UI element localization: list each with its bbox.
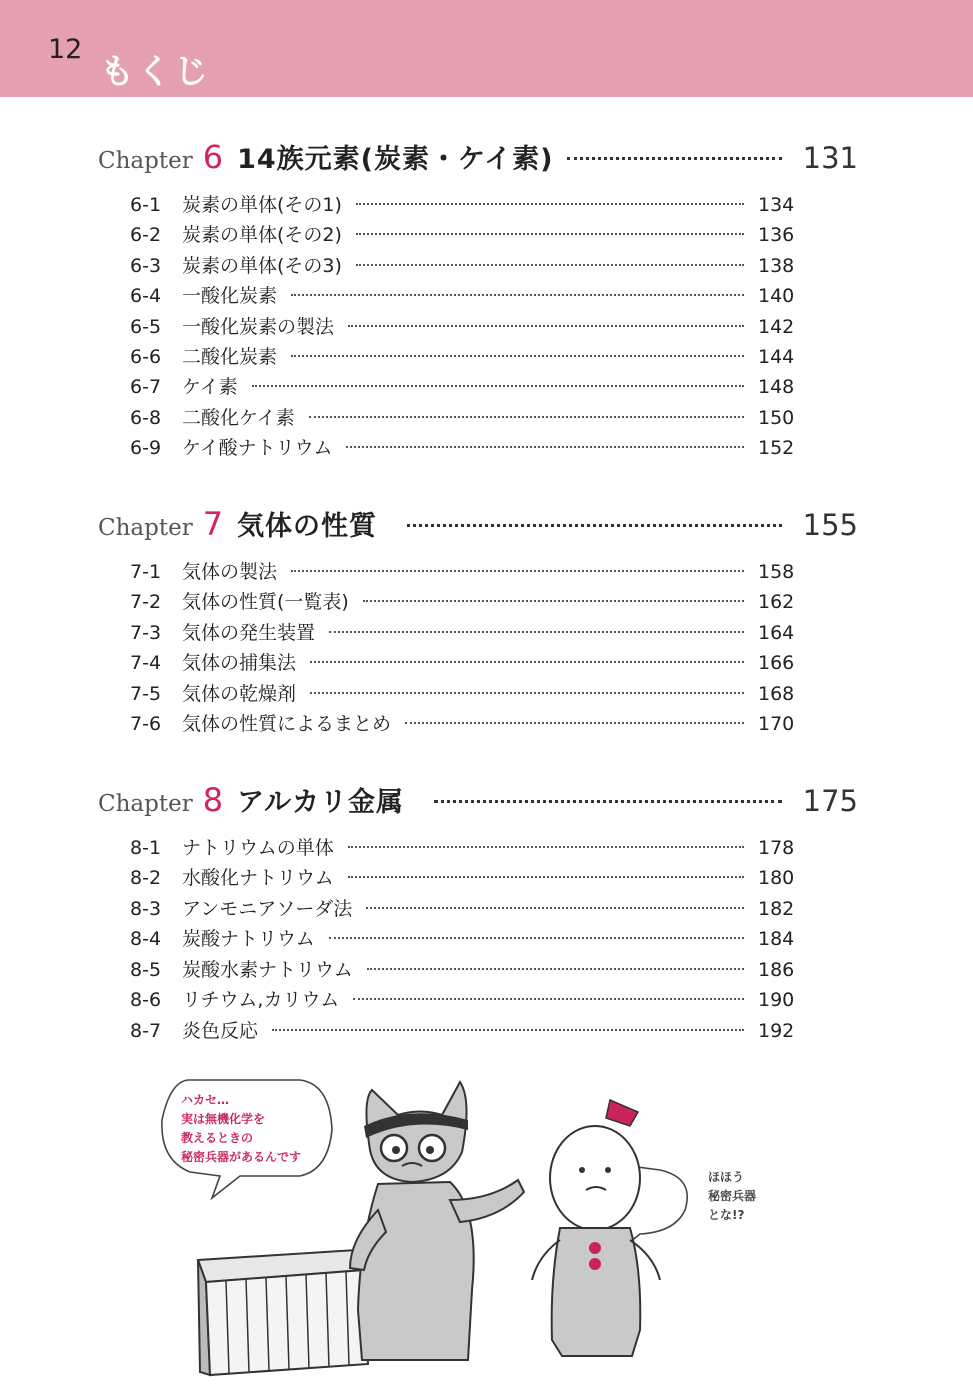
page-title: もくじ [100, 52, 211, 92]
speech-text-left [181, 1091, 301, 1167]
section-page: 180 [758, 867, 795, 889]
toc-entry[interactable] [130, 985, 795, 1013]
toc-entry[interactable] [130, 403, 795, 431]
section-number: 8-5 [130, 959, 162, 981]
section-number: 6-9 [130, 437, 162, 459]
chapter-number: 6 [202, 138, 224, 176]
section-label: 炭素の単体(その2) [182, 224, 342, 246]
section-label: リチウム,カリウム [182, 989, 340, 1011]
dot-leader [567, 157, 782, 160]
dot-leader [329, 937, 744, 939]
section-number: 6-2 [130, 224, 162, 246]
toc-entry[interactable] [130, 924, 795, 952]
toc-entry[interactable] [130, 342, 795, 370]
chapter-number: 8 [202, 781, 224, 819]
toc-entry[interactable] [130, 433, 795, 461]
toc-entry[interactable] [130, 372, 795, 400]
dot-leader [348, 876, 744, 878]
toc-entry[interactable] [130, 1016, 795, 1044]
section-page: 150 [758, 407, 795, 429]
section-label: 炎色反応 [182, 1020, 259, 1042]
section-label: 炭素の単体(その3) [182, 255, 342, 277]
section-page: 190 [758, 989, 795, 1011]
chapter-word: Chapter [98, 515, 193, 541]
dot-leader [367, 968, 744, 970]
dot-leader [363, 600, 744, 602]
dot-leader [310, 661, 744, 663]
section-number: 8-6 [130, 989, 162, 1011]
dot-leader [348, 846, 744, 848]
section-number: 6-6 [130, 346, 162, 368]
section-page: 158 [758, 561, 795, 583]
section-number: 6-3 [130, 255, 162, 277]
section-number: 6-8 [130, 407, 162, 429]
section-number: 6-7 [130, 376, 162, 398]
speech-line: とな!? [708, 1208, 745, 1222]
speech-line: ハカセ… [181, 1093, 230, 1107]
speech-text-right [708, 1168, 756, 1225]
section-label: 一酸化炭素 [182, 285, 278, 307]
section-page: 140 [758, 285, 795, 307]
chapter-heading[interactable] [98, 137, 858, 183]
toc-entry[interactable] [130, 312, 795, 340]
section-page: 144 [758, 346, 795, 368]
section-label: 気体の乾燥剤 [182, 683, 297, 705]
section-page: 134 [758, 194, 795, 216]
section-label: 二酸化炭素 [182, 346, 278, 368]
toc-entry[interactable] [130, 281, 795, 309]
dot-leader [356, 264, 744, 266]
chapter-title: アルカリ金属 [237, 787, 404, 818]
toc-entry[interactable] [130, 190, 795, 218]
chapter-heading[interactable] [98, 504, 858, 550]
dot-leader [434, 800, 782, 803]
section-number: 8-7 [130, 1020, 162, 1042]
section-number: 7-6 [130, 713, 162, 735]
toc-entry[interactable] [130, 863, 795, 891]
dot-leader [348, 325, 744, 327]
chapter-page: 131 [802, 141, 858, 175]
chapter-number: 7 [202, 505, 224, 543]
section-number: 7-4 [130, 652, 162, 674]
toc-entry[interactable] [130, 648, 795, 676]
chapter-word: Chapter [98, 148, 193, 174]
section-label: 気体の性質によるまとめ [182, 713, 392, 735]
dot-leader [353, 998, 744, 1000]
toc-entry[interactable] [130, 833, 795, 861]
section-number: 8-3 [130, 898, 162, 920]
dot-leader [356, 203, 744, 205]
section-number: 6-1 [130, 194, 162, 216]
dot-leader [291, 355, 744, 357]
chapter-page: 175 [802, 784, 858, 818]
section-page: 186 [758, 959, 795, 981]
section-page: 184 [758, 928, 795, 950]
section-page: 136 [758, 224, 795, 246]
section-page: 162 [758, 591, 795, 613]
dot-leader [310, 692, 744, 694]
section-number: 7-3 [130, 622, 162, 644]
page-number: 12 [48, 34, 83, 65]
speech-line: 教えるときの [181, 1131, 254, 1145]
section-label: ケイ酸ナトリウム [182, 437, 333, 459]
dot-leader [329, 631, 744, 633]
section-number: 7-1 [130, 561, 162, 583]
section-label: 炭酸ナトリウム [182, 928, 315, 950]
chapter-heading[interactable] [98, 780, 858, 826]
crate-icon [198, 1250, 368, 1375]
section-number: 8-1 [130, 837, 162, 859]
section-page: 142 [758, 316, 795, 338]
chapter-title: 14族元素(炭素・ケイ素) [237, 144, 554, 175]
section-label: 気体の発生装置 [182, 622, 316, 644]
toc-entry[interactable] [130, 679, 795, 707]
section-page: 148 [758, 376, 795, 398]
toc-entry[interactable] [130, 587, 795, 615]
dot-leader [366, 907, 744, 909]
section-number: 7-5 [130, 683, 162, 705]
section-label: 炭素の単体(その1) [182, 194, 342, 216]
section-label: 気体の捕集法 [182, 652, 297, 674]
dot-leader [407, 524, 782, 527]
dot-leader [405, 722, 744, 724]
section-label: 水酸化ナトリウム [182, 867, 334, 889]
section-page: 170 [758, 713, 795, 735]
section-page: 164 [758, 622, 795, 644]
chapter-title: 気体の性質 [237, 511, 378, 542]
section-page: 178 [758, 837, 795, 859]
section-number: 8-2 [130, 867, 162, 889]
section-number: 8-4 [130, 928, 162, 950]
dot-leader [356, 233, 744, 235]
dot-leader [272, 1029, 744, 1031]
dot-leader [252, 385, 744, 387]
chapter-word: Chapter [98, 791, 193, 817]
section-page: 192 [758, 1020, 795, 1042]
section-page: 138 [758, 255, 795, 277]
chapter-page: 155 [802, 508, 858, 542]
dot-leader [346, 446, 744, 448]
section-page: 168 [758, 683, 795, 705]
toc-entry[interactable] [130, 894, 795, 922]
section-page: 152 [758, 437, 795, 459]
section-page: 182 [758, 898, 795, 920]
section-label: 気体の製法 [182, 561, 278, 583]
section-number: 6-5 [130, 316, 162, 338]
dot-leader [291, 294, 744, 296]
speech-line: 秘密兵器があるんです [181, 1150, 302, 1164]
cat-professor-icon [350, 1082, 524, 1360]
section-label: 気体の性質(一覧表) [182, 591, 349, 613]
toc-entry[interactable] [130, 955, 795, 983]
section-label: アンモニアソーダ法 [182, 898, 353, 920]
toc-entry[interactable] [130, 220, 795, 248]
section-number: 7-2 [130, 591, 162, 613]
toc-entry[interactable] [130, 557, 795, 585]
section-label: ケイ素 [182, 376, 238, 398]
speech-line: 実は無機化学を [181, 1112, 266, 1126]
toc-entry[interactable] [130, 709, 795, 737]
section-label: ナトリウムの単体 [182, 837, 334, 859]
speech-line: ほほう [708, 1170, 745, 1184]
toc-entry[interactable] [130, 618, 795, 646]
speech-line: 秘密兵器 [708, 1189, 757, 1203]
dot-leader [291, 570, 744, 572]
dot-leader [309, 416, 744, 418]
section-number: 6-4 [130, 285, 162, 307]
section-label: 炭酸水素ナトリウム [182, 959, 353, 981]
section-label: 二酸化ケイ素 [182, 407, 295, 429]
toc-entry[interactable] [130, 251, 795, 279]
section-label: 一酸化炭素の製法 [182, 316, 335, 338]
section-page: 166 [758, 652, 795, 674]
